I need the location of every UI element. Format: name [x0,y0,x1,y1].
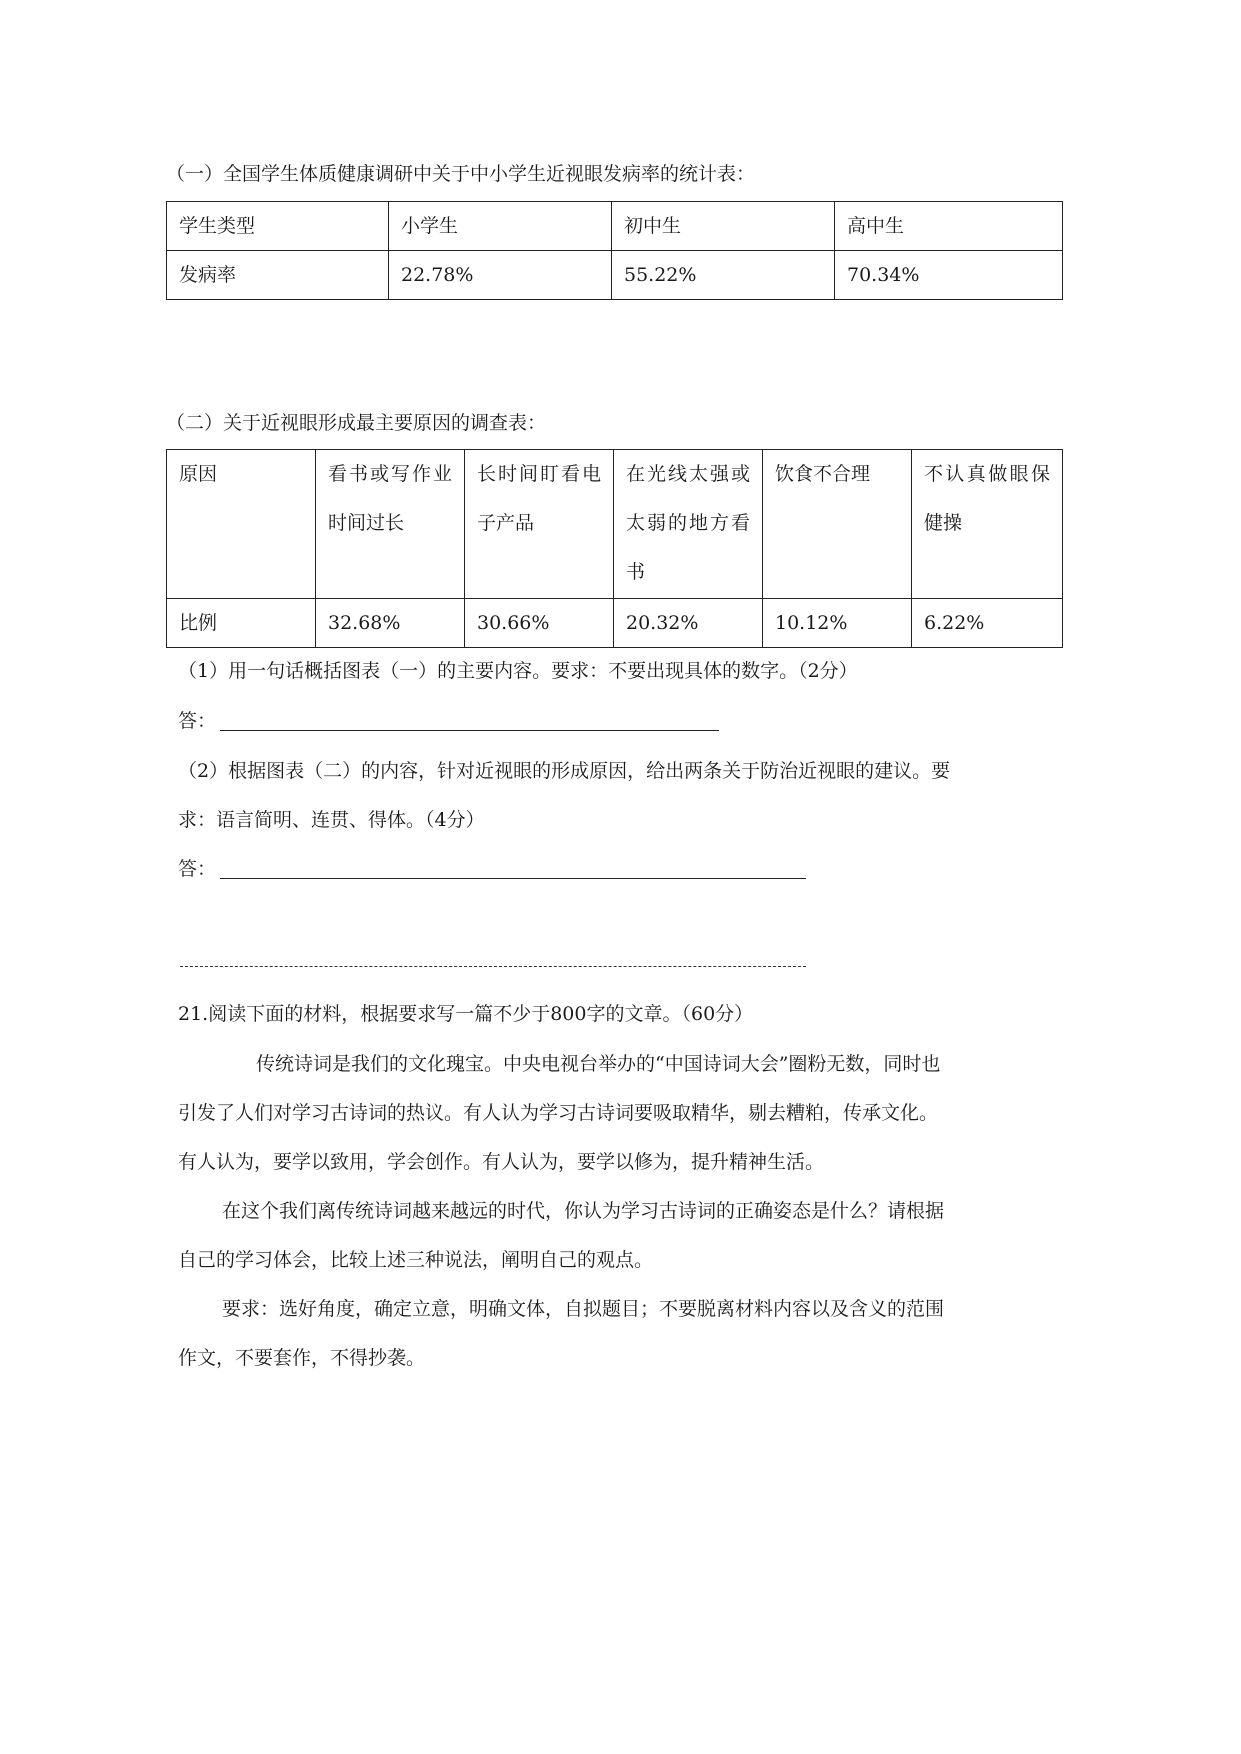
myopia-incidence-table [166,201,1063,300]
table-row [167,450,1063,599]
question-1: （1）用一句话概括图表（一）的主要内容。要求：不要出现具体的数字。（2分） [178,660,858,682]
table2-caption: （二）关于近视眼形成最主要原因的调查表： [166,412,547,434]
essay-paragraph-line: 要求：选好角度，确定立意，明确文体，自拟题目；不要脱离材料内容以及含义的范围 [222,1298,945,1320]
question-2-line-1: （2）根据图表（二）的内容，针对近视眼的形成原因，给出两条关于防治近视眼的建议。要 [178,760,951,782]
myopia-cause-table [166,449,1063,648]
table-header-cell: 高中生 [835,202,1063,251]
table-row [167,251,1063,300]
table-header-cell: 饮食不合理 [763,450,912,599]
table-cell: 20.32% [614,599,763,648]
answer-line [220,878,806,879]
table-cell: 10.12% [763,599,912,648]
essay-paragraph-line: 有人认为，要学以致用，学会创作。有人认为，要学以修为，提升精神生活。 [178,1151,825,1173]
table1-caption: （一）全国学生体质健康调研中关于中小学生近视眼发病率的统计表： [166,163,756,185]
dashed-answer-line [180,966,806,967]
essay-paragraph-line: 在这个我们离传统诗词越来越远的时代，你认为学习古诗词的正确姿态是什么？请根据 [222,1200,945,1222]
table-header-cell: 学生类型 [167,202,389,251]
essay-paragraph-line: 自己的学习体会，比较上述三种说法，阐明自己的观点。 [178,1249,654,1271]
question-2-line-2: 求：语言简明、连贯、得体。（4分） [178,809,485,831]
answer-label: 答： [178,858,217,880]
essay-paragraph-line: 作文，不要套作，不得抄袭。 [178,1347,426,1369]
table-cell: 55.22% [612,251,835,300]
table-header-cell: 初中生 [612,202,835,251]
table-header-cell: 原因 [167,450,316,599]
essay-paragraph-line: 引发了人们对学习古诗词的热议。有人认为学习古诗词要吸取精华，剔去糟粕，传承文化。 [178,1102,939,1124]
table-header-cell: 看书或写作业时间过长 [316,450,465,599]
table-cell: 30.66% [465,599,614,648]
table-header-cell: 小学生 [389,202,612,251]
table-cell: 22.78% [389,251,612,300]
table-cell: 70.34% [835,251,1063,300]
answer-label: 答： [178,710,217,732]
table-cell: 比例 [167,599,316,648]
table-header-cell: 不认真做眼保健操 [912,450,1063,599]
table-row [167,599,1063,648]
essay-heading: 21.阅读下面的材料，根据要求写一篇不少于800字的文章。（60分） [178,1003,754,1025]
table-cell: 32.68% [316,599,465,648]
essay-paragraph-line: 传统诗词是我们的文化瑰宝。中央电视台举办的“中国诗词大会”圈粉无数，同时也 [256,1053,941,1075]
table-cell: 6.22% [912,599,1063,648]
table-header-cell: 长时间盯看电子产品 [465,450,614,599]
table-header-cell: 在光线太强或太弱的地方看书 [614,450,763,599]
table-row [167,202,1063,251]
table-cell: 发病率 [167,251,389,300]
answer-line [220,730,719,731]
